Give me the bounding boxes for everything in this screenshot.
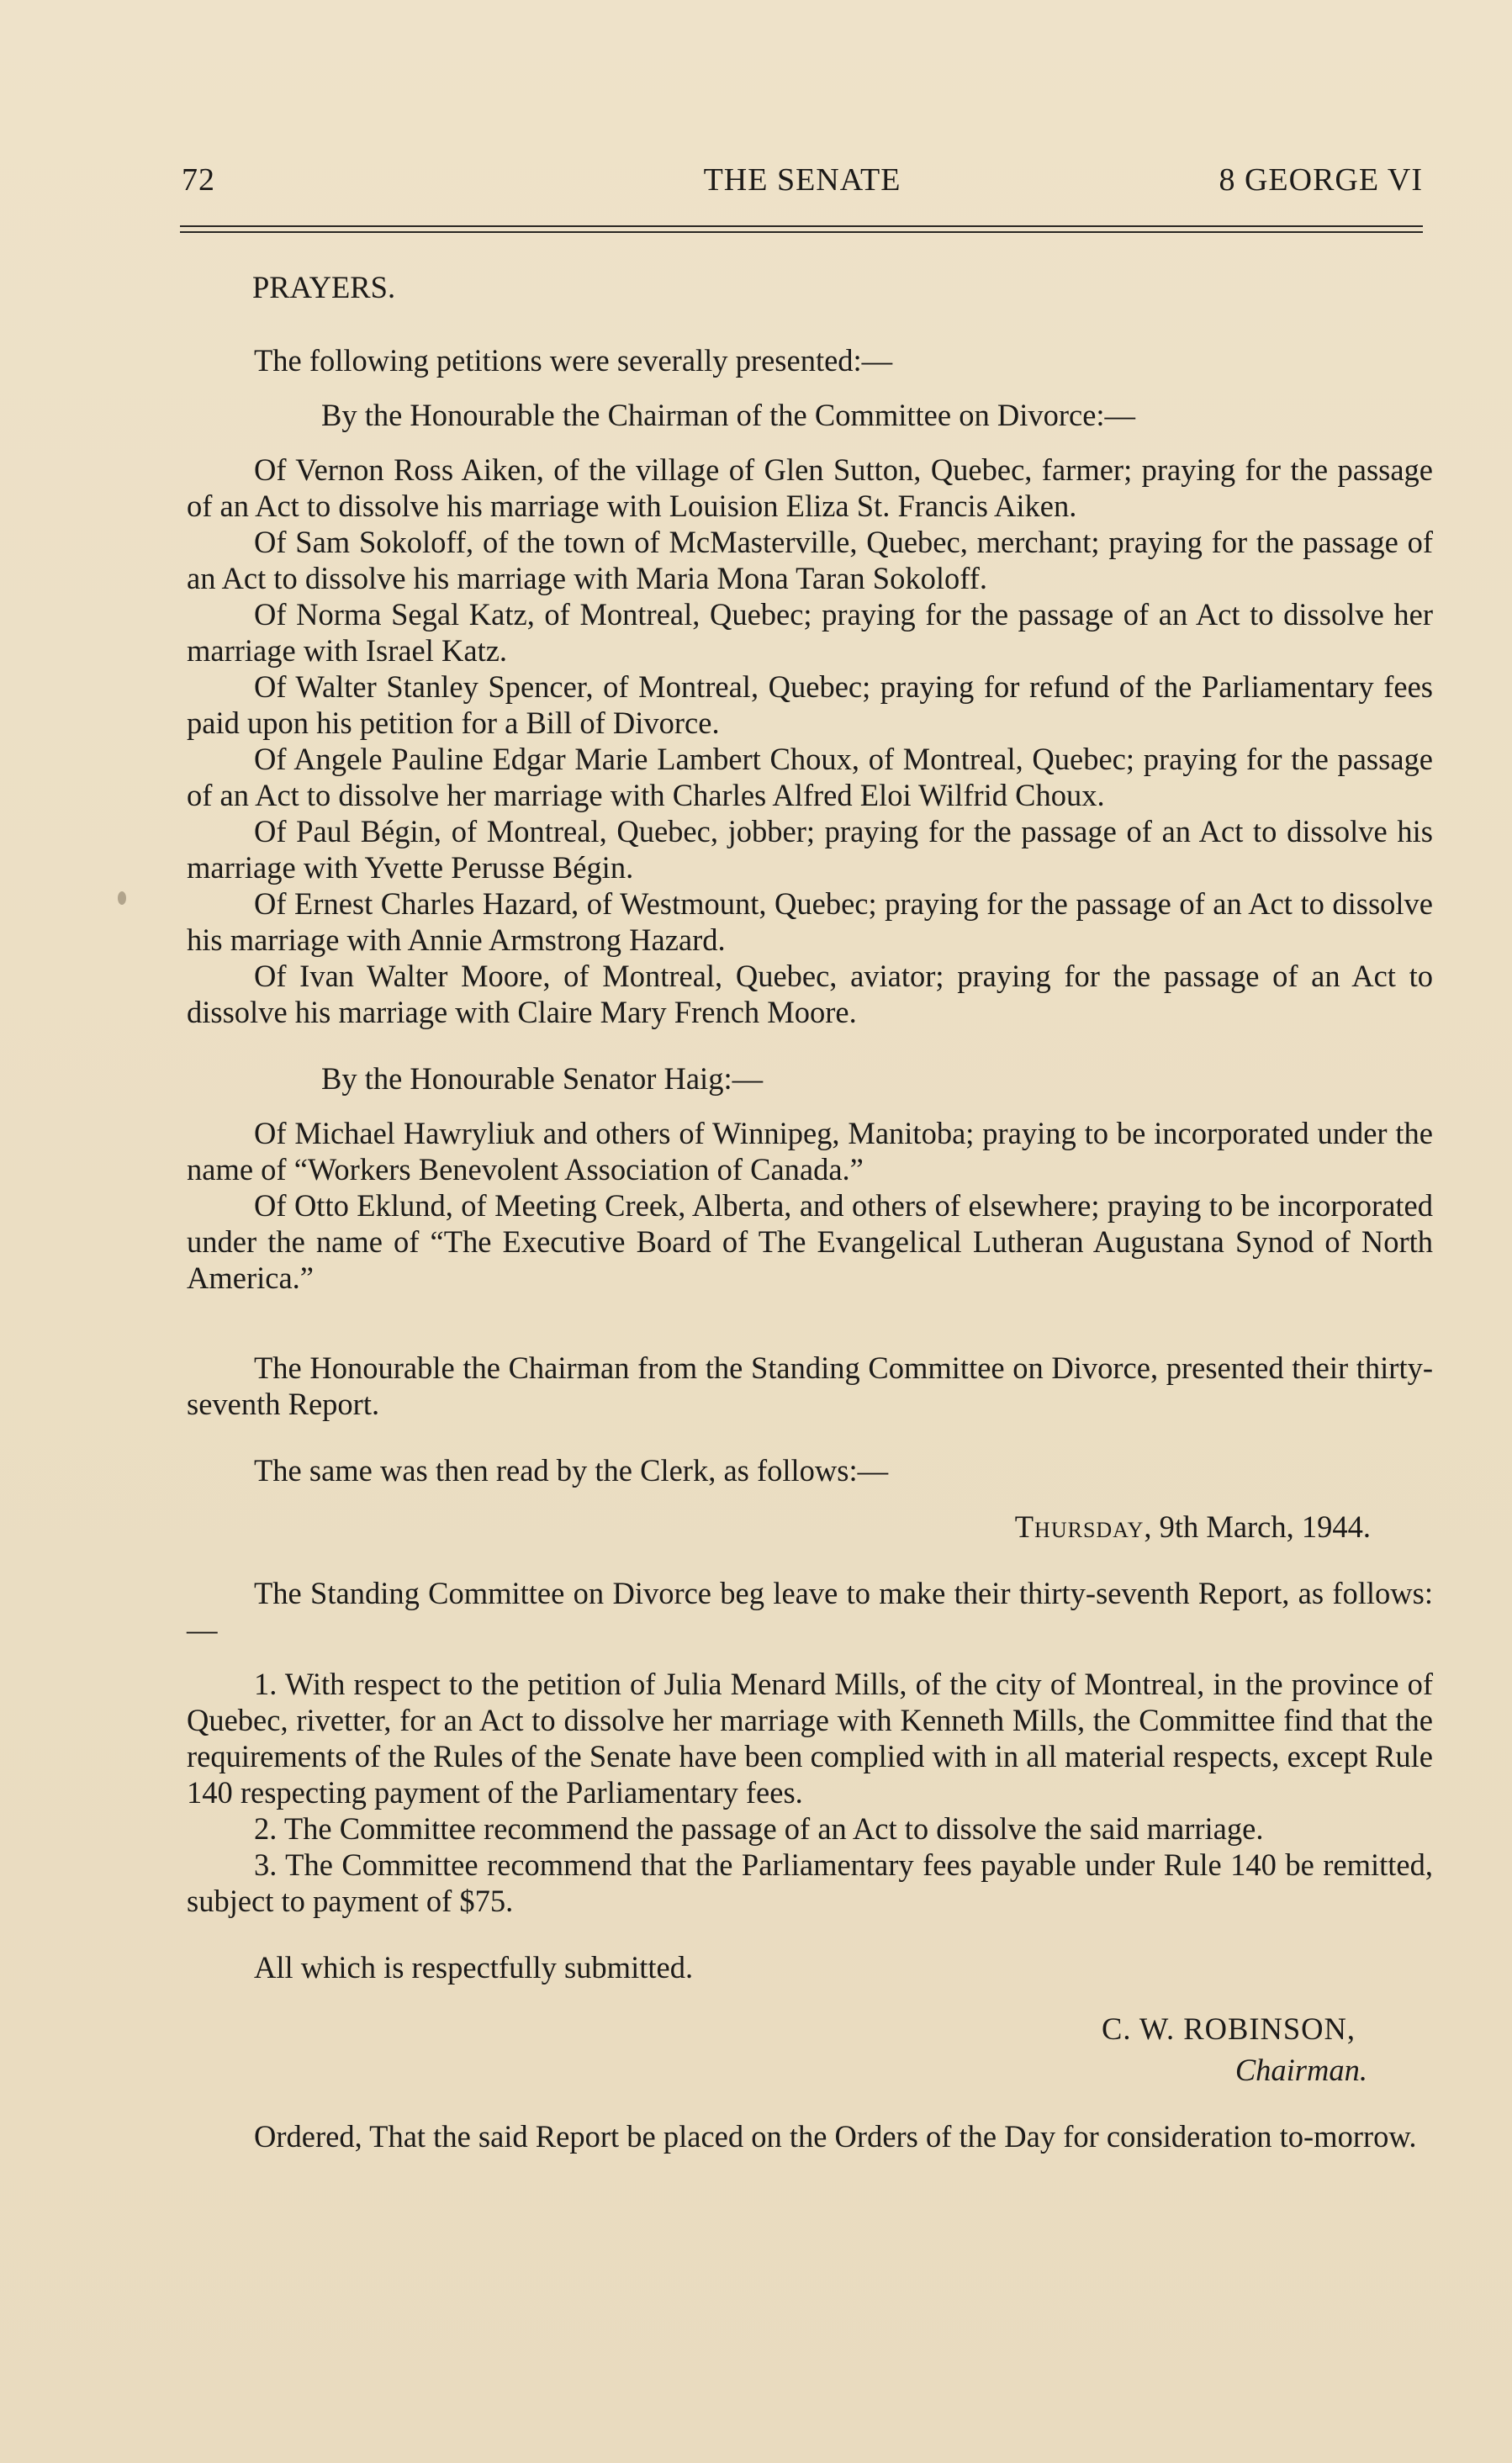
report-item: 1. With respect to the petition of Julia Menard Mills, of the city of Montreal, in the province of Quebec, rivetter, for an Act to dissolve her marriage with Kenneth Mills, the Committee find that the requirements of the Rules of the Senate have been complied with in all material respects, except Rule 140 respecting payment of the Parliamentary fees. [187, 1667, 1433, 1810]
page-title: THE SENATE [703, 162, 901, 198]
report-intro: The Standing Committee on Divorce beg leave to make their thirty-seventh Report, as follows:— [187, 1576, 1433, 1646]
journal-body [187, 269, 1433, 2154]
signature-title: Chairman. [1234, 2053, 1367, 2087]
report-date-day: Thursday [1014, 1509, 1145, 1544]
signature-name: C. W. ROBINSON, [1102, 2011, 1356, 2046]
report-date [187, 1509, 1433, 1545]
petition-item: Of Angele Pauline Edgar Marie Lambert Choux, of Montreal, Quebec; praying for the passage of an Act to dissolve her marriage with Charles Alfred Eloi Wilfrid Choux. [187, 742, 1433, 812]
petition-item: Of Ernest Charles Hazard, of Westmount, Quebec; praying for the passage of an Act to dissolve his marriage with Annie Armstrong Hazard. [187, 886, 1433, 957]
report-date-rest: , 9th March, 1944. [1144, 1509, 1371, 1544]
respectfully-submitted: All which is respectfully submitted. [254, 1950, 694, 1985]
header-rule-bottom [180, 231, 1423, 233]
read-by-clerk: The same was then read by the Clerk, as follows:— [254, 1453, 889, 1488]
petition-item: Of Vernon Ross Aiken, of the village of Glen Sutton, Quebec, farmer; praying for the passage of an Act to dissolve his marriage with Louision Eliza St. Francis Aiken. [187, 452, 1433, 523]
report-item: 2. The Committee recommend the passage of an Act to dissolve the said marriage. [254, 1811, 1264, 1846]
haig-intro: By the Honourable Senator Haig:— [321, 1061, 764, 1096]
petition-item: Of Paul Bégin, of Montreal, Quebec, jobber; praying for the passage of an Act to dissolve his marriage with Yvette Perusse Bégin. [187, 814, 1433, 885]
report-presented: The Honourable the Chairman from the Standing Committee on Divorce, presented their thirty-seventh Report. [187, 1350, 1433, 1421]
petition-item: Of Michael Hawryliuk and others of Winnipeg, Manitoba; praying to be incorporated under the name of “Workers Benevolent Association of Canada.” [187, 1116, 1433, 1187]
petition-item: Of Otto Eklund, of Meeting Creek, Alberta, and others of elsewhere; praying to be incorporated under the name of “The Executive Board of The Evangelical Lutheran Augustana Synod of North America.” [187, 1188, 1433, 1295]
report-item: 3. The Committee recommend that the Parliamentary fees payable under Rule 140 be remitted, subject to payment of $75. [187, 1847, 1433, 1918]
session-label: 8 GEORGE VI [1219, 162, 1423, 198]
page-number: 72 [182, 162, 215, 198]
petition-item: Of Norma Segal Katz, of Montreal, Quebec; praying for the passage of an Act to dissolve her marriage with Israel Katz. [187, 597, 1433, 668]
petition-item: Of Sam Sokoloff, of the town of McMasterville, Quebec, merchant; praying for the passage of an Act to dissolve his marriage with Maria Mona Taran Sokoloff. [187, 525, 1433, 595]
header-rule-top [180, 225, 1423, 227]
petition-item: Of Ivan Walter Moore, of Montreal, Quebec, aviator; praying for the passage of an Act to dissolve his marriage with Claire Mary French Moore. [187, 959, 1433, 1029]
petitions-intro: The following petitions were severally presented:— [254, 343, 893, 378]
ordered-paragraph: Ordered, That the said Report be placed on the Orders of the Day for consideration to-morrow. [254, 2119, 1417, 2154]
chairman-intro: By the Honourable the Chairman of the Committee on Divorce:— [321, 398, 1136, 432]
paper-blemish [118, 891, 126, 905]
prayers-heading: PRAYERS. [252, 270, 396, 304]
page-header [182, 161, 1423, 205]
petition-item: Of Walter Stanley Spencer, of Montreal, Quebec; praying for refund of the Parliamentary fees paid upon his petition for a Bill of Divorce. [187, 669, 1433, 740]
